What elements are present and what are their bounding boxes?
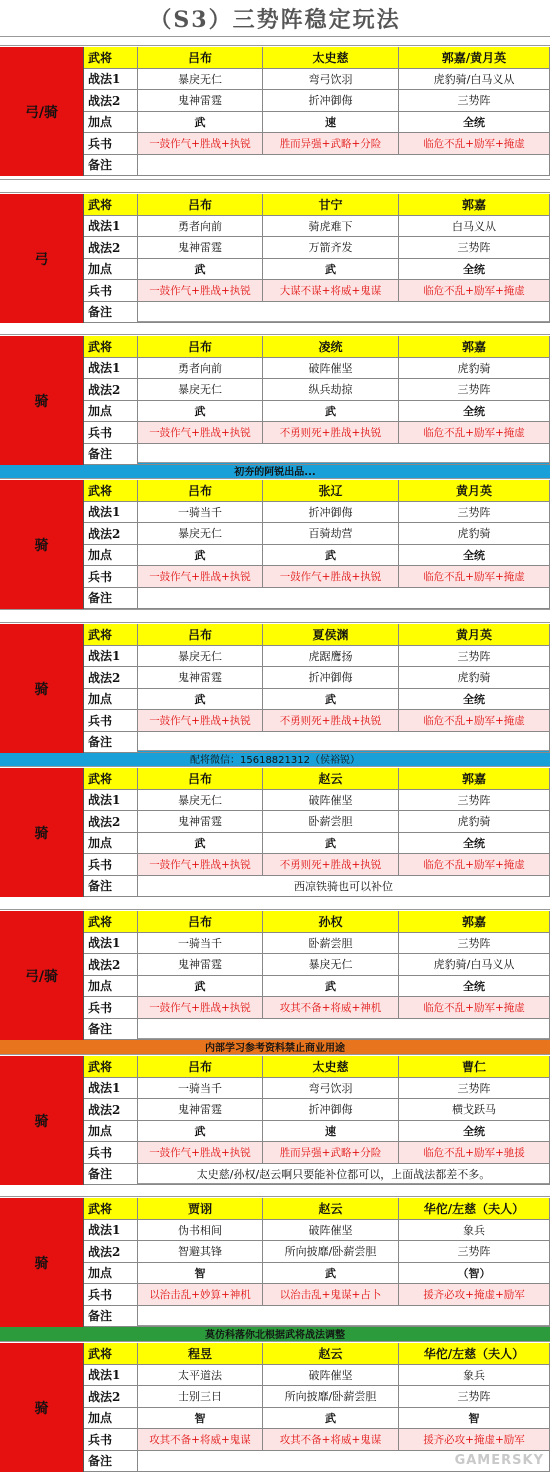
- table-cell: 虎豹骑/白马义从: [399, 954, 550, 976]
- table-cell: 全统: [399, 112, 550, 134]
- banner-adjust: 莫仿科落你北根据武将战法调整: [0, 1325, 550, 1342]
- table-cell: 三势阵: [399, 790, 550, 812]
- table-cell: 全统: [399, 976, 550, 998]
- book-cell: 临危不乱+励军+掩虚: [399, 854, 550, 876]
- row-header: 兵书: [84, 566, 138, 588]
- table-cell: 鬼神雷霆: [138, 667, 263, 689]
- general-name: 吕布: [138, 194, 263, 216]
- table-cell: 全统: [399, 401, 550, 423]
- troop-type-label: 骑: [0, 336, 84, 465]
- table-cell: 全统: [399, 833, 550, 855]
- row-header: 兵书: [84, 133, 138, 155]
- row-header: 备注: [84, 155, 138, 177]
- banner-usage: 内部学习参考资料禁止商业用途: [0, 1038, 550, 1055]
- general-name: 凌统: [263, 336, 399, 358]
- table-cell: 破阵催坚: [263, 790, 399, 812]
- table-cell: 暴戾无仁: [138, 790, 263, 812]
- row-header: 加点: [84, 1121, 138, 1143]
- general-name: 程昱: [138, 1343, 263, 1365]
- book-cell: 一鼓作气+胜战+执锐: [138, 422, 263, 444]
- gap-2: [0, 179, 550, 193]
- troop-type-label: 骑: [0, 1343, 84, 1472]
- book-cell: 一鼓作气+胜战+执锐: [138, 566, 263, 588]
- general-name: 郭嘉: [399, 768, 550, 790]
- row-header: 武将: [84, 624, 138, 646]
- note-cell: [138, 444, 550, 466]
- formation-block: [0, 47, 550, 176]
- general-name: 贾诩: [138, 1198, 263, 1220]
- table-cell: 象兵: [399, 1220, 550, 1242]
- book-cell: 一鼓作气+胜战+执锐: [138, 854, 263, 876]
- general-name: 夏侯渊: [263, 624, 399, 646]
- formation-block: [0, 480, 550, 609]
- row-header: 战法1: [84, 69, 138, 91]
- general-name: 吕布: [138, 624, 263, 646]
- troop-type-label: 骑: [0, 624, 84, 753]
- general-name: 郭嘉: [399, 336, 550, 358]
- formation-table: [84, 624, 550, 753]
- general-name: 吕布: [138, 336, 263, 358]
- book-cell: 不勇则死+胜战+执锐: [263, 422, 399, 444]
- row-header: 兵书: [84, 280, 138, 302]
- table-cell: 三势阵: [399, 646, 550, 668]
- table-cell: 破阵催坚: [263, 358, 399, 380]
- watermark: GAMERSKY: [454, 1453, 544, 1468]
- table-cell: 士别三日: [138, 1386, 263, 1408]
- general-name: 赵云: [263, 768, 399, 790]
- row-header: 武将: [84, 911, 138, 933]
- book-cell: 临危不乱+励军+掩虚: [399, 133, 550, 155]
- row-header: 备注: [84, 1451, 138, 1472]
- row-header: 战法2: [84, 1241, 138, 1263]
- general-name: 孙权: [263, 911, 399, 933]
- book-cell: 援齐必攻+掩虚+励军: [399, 1284, 550, 1306]
- row-header: 兵书: [84, 854, 138, 876]
- book-cell: 攻其不备+将威+鬼谋: [263, 1429, 399, 1451]
- table-cell: 折冲御侮: [263, 502, 399, 524]
- formation-block: [0, 624, 550, 753]
- banner-credit: 初夯的阿锐出品...: [0, 462, 550, 479]
- row-header: 战法2: [84, 667, 138, 689]
- table-cell: 三势阵: [399, 1241, 550, 1263]
- table-cell: 三势阵: [399, 379, 550, 401]
- table-cell: （智）: [399, 1263, 550, 1285]
- table-cell: 折冲御侮: [263, 667, 399, 689]
- general-name: 张辽: [263, 480, 399, 502]
- row-header: 加点: [84, 259, 138, 281]
- table-cell: 破阵催坚: [263, 1220, 399, 1242]
- formation-block: [0, 768, 550, 897]
- row-header: 备注: [84, 302, 138, 324]
- row-header: 兵书: [84, 997, 138, 1019]
- row-header: 战法2: [84, 523, 138, 545]
- book-cell: 一鼓作气+胜战+执锐: [138, 997, 263, 1019]
- book-cell: 胜而异强+武略+分险: [263, 133, 399, 155]
- table-cell: 暴戾无仁: [263, 954, 399, 976]
- table-cell: 鬼神雷霆: [138, 1099, 263, 1121]
- row-header: 加点: [84, 112, 138, 134]
- general-name: 太史慈: [263, 47, 399, 69]
- note-cell: [138, 155, 550, 177]
- table-cell: 太平道法: [138, 1365, 263, 1387]
- table-cell: 纵兵劫掠: [263, 379, 399, 401]
- row-header: 战法1: [84, 646, 138, 668]
- row-header: 战法2: [84, 379, 138, 401]
- table-cell: 弯弓饮羽: [263, 69, 399, 91]
- row-header: 加点: [84, 1408, 138, 1430]
- formation-block: [0, 336, 550, 465]
- gap-5: [0, 609, 550, 623]
- table-cell: 暴戾无仁: [138, 69, 263, 91]
- table-cell: 卧薪尝胆: [263, 811, 399, 833]
- table-cell: 全统: [399, 689, 550, 711]
- row-header: 战法2: [84, 811, 138, 833]
- table-cell: 所向披靡/卧薪尝胆: [263, 1241, 399, 1263]
- row-header: 备注: [84, 1019, 138, 1041]
- troop-type-label: 弓/骑: [0, 47, 84, 176]
- table-cell: 武: [138, 112, 263, 134]
- table-cell: 一骑当千: [138, 502, 263, 524]
- table-cell: 勇者向前: [138, 358, 263, 380]
- table-cell: 百骑劫营: [263, 523, 399, 545]
- table-cell: 虎豹骑: [399, 523, 550, 545]
- row-header: 战法2: [84, 90, 138, 112]
- table-cell: 虎豹骑: [399, 667, 550, 689]
- book-cell: 一鼓作气+胜战+执锐: [263, 566, 399, 588]
- table-cell: 智: [138, 1263, 263, 1285]
- table-cell: 智: [399, 1408, 550, 1430]
- book-cell: 临危不乱+励军+掩虚: [399, 280, 550, 302]
- table-cell: 武: [263, 1263, 399, 1285]
- formation-table: [84, 768, 550, 897]
- table-cell: 武: [138, 689, 263, 711]
- table-cell: 武: [138, 1121, 263, 1143]
- table-cell: 万箭齐发: [263, 237, 399, 259]
- table-cell: 折冲御侮: [263, 90, 399, 112]
- book-cell: 临危不乱+励军+掩虚: [399, 997, 550, 1019]
- row-header: 加点: [84, 833, 138, 855]
- table-cell: 三势阵: [399, 1078, 550, 1100]
- general-name: 吕布: [138, 768, 263, 790]
- general-name: 曹仁: [399, 1056, 550, 1078]
- page-title: （S3）三势阵稳定玩法: [0, 0, 550, 37]
- table-cell: 武: [263, 976, 399, 998]
- table-cell: 破阵催坚: [263, 1365, 399, 1387]
- book-cell: 以治击乱+妙算+神机: [138, 1284, 263, 1306]
- row-header: 备注: [84, 1306, 138, 1328]
- table-cell: 三势阵: [399, 1386, 550, 1408]
- table-cell: 全统: [399, 259, 550, 281]
- book-cell: 一鼓作气+胜战+执锐: [138, 1142, 263, 1164]
- note-cell: 太史慈/孙权/赵云啊只要能补位都可以，上面战法都差不多。: [138, 1164, 550, 1186]
- row-header: 武将: [84, 47, 138, 69]
- formation-table: [84, 194, 550, 323]
- table-cell: 虎豹骑/白马义从: [399, 69, 550, 91]
- gap-1: [0, 36, 550, 46]
- row-header: 战法1: [84, 790, 138, 812]
- table-cell: 武: [263, 1408, 399, 1430]
- table-cell: 一骑当千: [138, 933, 263, 955]
- book-cell: 胜而异强+武略+分险: [263, 1142, 399, 1164]
- formation-table: [84, 1056, 550, 1185]
- table-cell: 武: [138, 976, 263, 998]
- table-cell: 速: [263, 112, 399, 134]
- table-cell: 武: [263, 689, 399, 711]
- table-cell: 三势阵: [399, 237, 550, 259]
- table-cell: 虎豹骑: [399, 811, 550, 833]
- table-cell: 横戈跃马: [399, 1099, 550, 1121]
- book-cell: 一鼓作气+胜战+执锐: [138, 133, 263, 155]
- row-header: 战法1: [84, 1365, 138, 1387]
- formation-table: [84, 47, 550, 176]
- book-cell: 不勇则死+胜战+执锐: [263, 854, 399, 876]
- row-header: 战法1: [84, 358, 138, 380]
- formation-block: [0, 194, 550, 323]
- table-cell: 智: [138, 1408, 263, 1430]
- book-cell: 临危不乱+励军+掩虚: [399, 422, 550, 444]
- book-cell: 一鼓作气+胜战+执锐: [138, 710, 263, 732]
- book-cell: 攻其不备+将威+鬼谋: [138, 1429, 263, 1451]
- book-cell: 攻其不备+将威+神机: [263, 997, 399, 1019]
- row-header: 战法1: [84, 216, 138, 238]
- formation-block: [0, 1056, 550, 1185]
- table-cell: 折冲御侮: [263, 1099, 399, 1121]
- row-header: 加点: [84, 545, 138, 567]
- gap-9: [0, 1183, 550, 1197]
- note-cell: [138, 588, 550, 610]
- book-cell: 临危不乱+励军+掩虚: [399, 710, 550, 732]
- row-header: 兵书: [84, 1284, 138, 1306]
- row-header: 兵书: [84, 1142, 138, 1164]
- banner-contact: 配将微信：15618821312（侯裕锐）: [0, 750, 550, 767]
- row-header: 战法1: [84, 502, 138, 524]
- table-cell: 暴戾无仁: [138, 523, 263, 545]
- formation-table: [84, 480, 550, 609]
- table-cell: 白马义从: [399, 216, 550, 238]
- row-header: 备注: [84, 444, 138, 466]
- table-cell: 暴戾无仁: [138, 646, 263, 668]
- general-name: 华佗/左慈（夫人）: [399, 1198, 550, 1220]
- general-name: 黄月英: [399, 624, 550, 646]
- row-header: 战法2: [84, 1386, 138, 1408]
- book-cell: 大谋不谋+将威+鬼谋: [263, 280, 399, 302]
- table-cell: 三势阵: [399, 90, 550, 112]
- general-name: 赵云: [263, 1198, 399, 1220]
- table-cell: 三势阵: [399, 502, 550, 524]
- note-cell: [138, 302, 550, 324]
- troop-type-label: 骑: [0, 1056, 84, 1185]
- table-cell: 武: [263, 833, 399, 855]
- book-cell: 援齐必攻+掩虚+励军: [399, 1429, 550, 1451]
- table-cell: 武: [263, 259, 399, 281]
- row-header: 加点: [84, 401, 138, 423]
- general-name: 郭嘉: [399, 911, 550, 933]
- table-cell: 速: [263, 1121, 399, 1143]
- troop-type-label: 骑: [0, 768, 84, 897]
- table-cell: 骑虎难下: [263, 216, 399, 238]
- table-cell: 虎踞鹰扬: [263, 646, 399, 668]
- row-header: 战法1: [84, 1078, 138, 1100]
- row-header: 加点: [84, 976, 138, 998]
- table-cell: 伪书相间: [138, 1220, 263, 1242]
- table-cell: 卧薪尝胆: [263, 933, 399, 955]
- formation-table: [84, 336, 550, 465]
- table-cell: 三势阵: [399, 933, 550, 955]
- general-name: 吕布: [138, 1056, 263, 1078]
- general-name: 甘宁: [263, 194, 399, 216]
- gap-3: [0, 321, 550, 335]
- table-cell: 智避其锋: [138, 1241, 263, 1263]
- note-cell: [138, 1019, 550, 1041]
- troop-type-label: 骑: [0, 1198, 84, 1327]
- row-header: 战法1: [84, 1220, 138, 1242]
- row-header: 武将: [84, 1198, 138, 1220]
- table-cell: 全统: [399, 1121, 550, 1143]
- row-header: 兵书: [84, 422, 138, 444]
- note-cell: [138, 732, 550, 754]
- table-cell: 所向披靡/卧薪尝胆: [263, 1386, 399, 1408]
- row-header: 备注: [84, 1164, 138, 1186]
- general-name: 黄月英: [399, 480, 550, 502]
- row-header: 武将: [84, 480, 138, 502]
- table-cell: 武: [138, 259, 263, 281]
- general-name: 赵云: [263, 1343, 399, 1365]
- table-cell: 武: [138, 545, 263, 567]
- table-cell: 武: [263, 401, 399, 423]
- row-header: 备注: [84, 876, 138, 898]
- book-cell: 不勇则死+胜战+执锐: [263, 710, 399, 732]
- general-name: 吕布: [138, 911, 263, 933]
- row-header: 战法2: [84, 954, 138, 976]
- table-cell: 鬼神雷霆: [138, 811, 263, 833]
- table-cell: 鬼神雷霆: [138, 237, 263, 259]
- note-cell: 西凉铁骑也可以补位: [138, 876, 550, 898]
- row-header: 备注: [84, 732, 138, 754]
- row-header: 战法2: [84, 1099, 138, 1121]
- table-cell: 一骑当千: [138, 1078, 263, 1100]
- row-header: 武将: [84, 768, 138, 790]
- row-header: 武将: [84, 336, 138, 358]
- formation-table: [84, 1198, 550, 1327]
- row-header: 战法1: [84, 933, 138, 955]
- row-header: 武将: [84, 194, 138, 216]
- general-name: 郭嘉: [399, 194, 550, 216]
- row-header: 战法2: [84, 237, 138, 259]
- gap-7: [0, 896, 550, 910]
- table-cell: 武: [263, 545, 399, 567]
- troop-type-label: 骑: [0, 480, 84, 609]
- row-header: 兵书: [84, 1429, 138, 1451]
- row-header: 武将: [84, 1056, 138, 1078]
- formation-block: [0, 1198, 550, 1327]
- note-cell: [138, 1306, 550, 1328]
- row-header: 加点: [84, 1263, 138, 1285]
- row-header: 武将: [84, 1343, 138, 1365]
- table-cell: 全统: [399, 545, 550, 567]
- book-cell: 一鼓作气+胜战+执锐: [138, 280, 263, 302]
- table-cell: 勇者向前: [138, 216, 263, 238]
- general-name: 郭嘉/黄月英: [399, 47, 550, 69]
- formation-block: [0, 911, 550, 1040]
- general-name: 华佗/左慈（夫人）: [399, 1343, 550, 1365]
- book-cell: 临危不乱+励军+驰援: [399, 1142, 550, 1164]
- table-cell: 象兵: [399, 1365, 550, 1387]
- book-cell: 临危不乱+励军+掩虚: [399, 566, 550, 588]
- row-header: 兵书: [84, 710, 138, 732]
- row-header: 备注: [84, 588, 138, 610]
- general-name: 吕布: [138, 480, 263, 502]
- table-cell: 鬼神雷霆: [138, 954, 263, 976]
- table-cell: 弯弓饮羽: [263, 1078, 399, 1100]
- formation-table: [84, 911, 550, 1040]
- troop-type-label: 弓/骑: [0, 911, 84, 1040]
- table-cell: 武: [138, 401, 263, 423]
- table-cell: 虎豹骑: [399, 358, 550, 380]
- general-name: 吕布: [138, 47, 263, 69]
- general-name: 太史慈: [263, 1056, 399, 1078]
- troop-type-label: 弓: [0, 194, 84, 323]
- table-cell: 暴戾无仁: [138, 379, 263, 401]
- row-header: 加点: [84, 689, 138, 711]
- book-cell: 以治击乱+鬼谋+占卜: [263, 1284, 399, 1306]
- table-cell: 鬼神雷霆: [138, 90, 263, 112]
- table-cell: 武: [138, 833, 263, 855]
